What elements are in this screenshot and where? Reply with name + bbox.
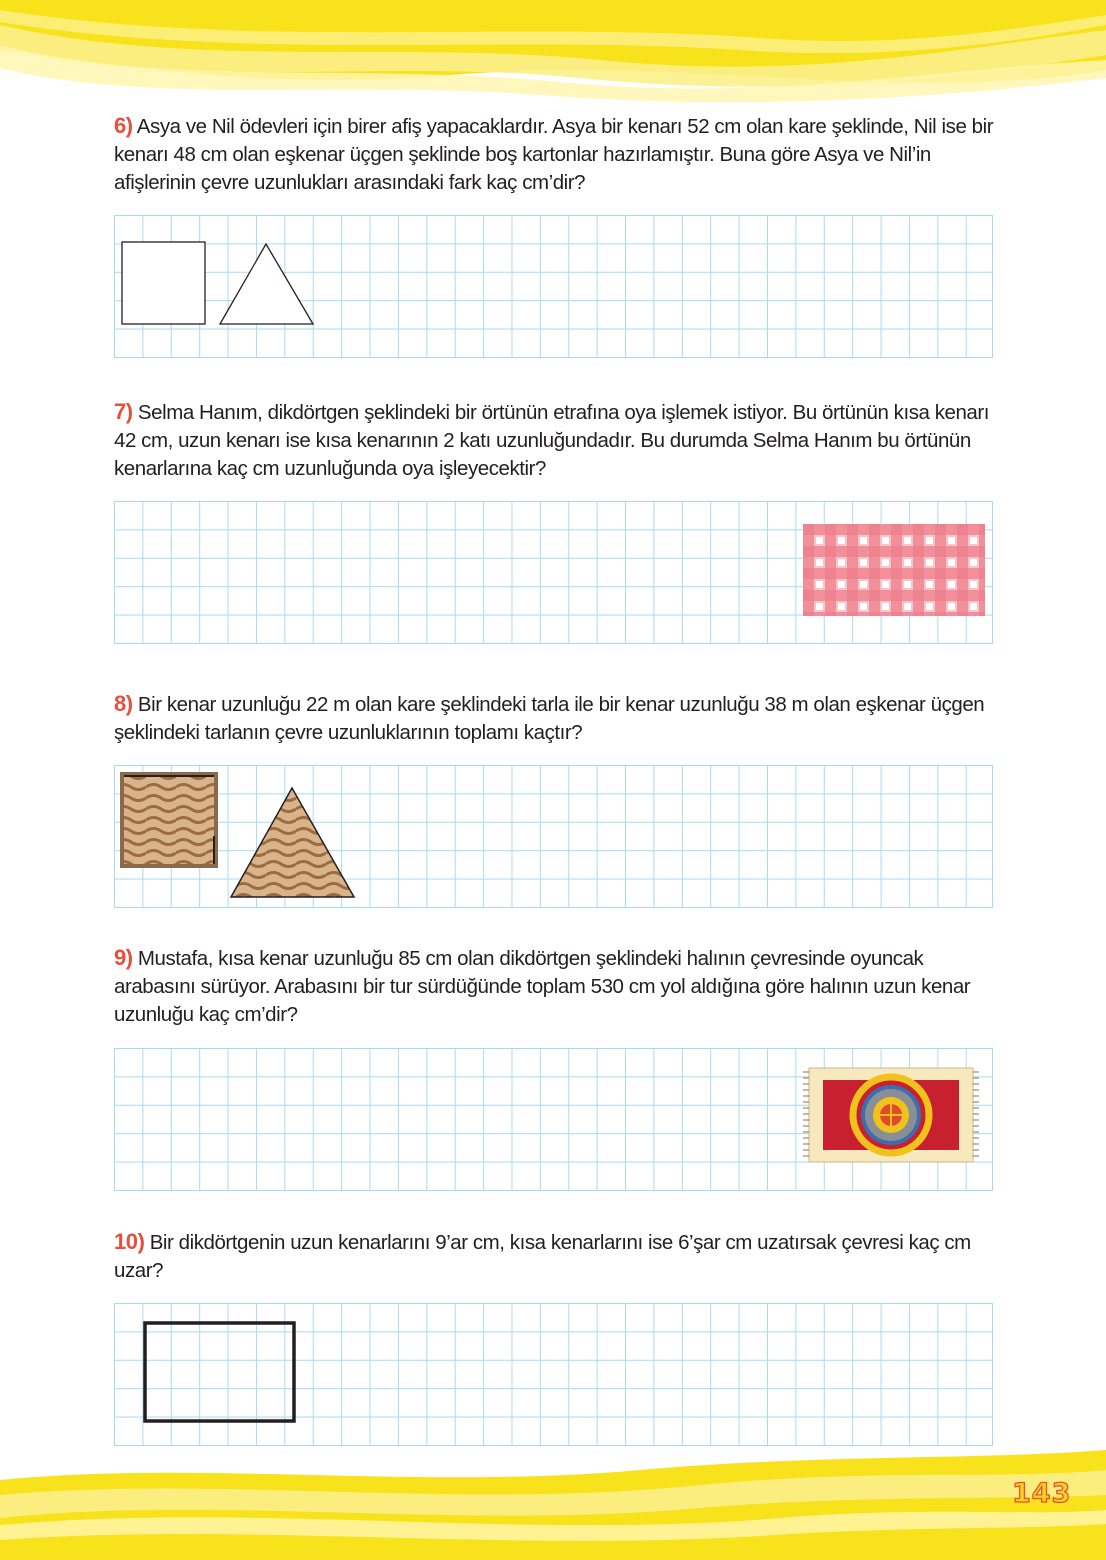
page-number: 143 — [1012, 1478, 1072, 1509]
question-7-number: 7) — [114, 399, 133, 424]
bottom-decorative-banner — [0, 1440, 1106, 1560]
checkered-tablecloth-figure — [803, 524, 985, 616]
question-10-body: Bir dikdörtgenin uzun kenarlarını 9’ar cm, kısa kenarlarını ise 6’şar cm uzatırsak çevresi kaç cm uzar? — [114, 1231, 971, 1282]
question-6-number: 6) — [114, 113, 133, 138]
question-8-body: Bir kenar uzunluğu 22 m olan kare şeklindeki tarla ile bir kenar uzunluğu 38 m olan eşkenar üçgen şeklindeki tarlanın çevre uzunluklarının toplamı kaçtır? — [114, 693, 985, 744]
square-outline — [122, 242, 205, 324]
question-6 — [114, 112, 994, 197]
question-6-text — [114, 112, 994, 197]
question-9 — [114, 944, 994, 1029]
square-and-triangle-outline-figure — [118, 238, 318, 330]
question-9-body: Mustafa, kısa kenar uzunluğu 85 cm olan dikdörtgen şeklindeki halının çevresinde oyuncak arabasını sürüyor. Arabasını bir tur sürdüğünde toplam 530 cm yol aldığına göre halının uzun kenar uzunluğu kaç cm’dir? — [114, 947, 971, 1026]
question-8 — [114, 690, 994, 747]
square-field — [120, 772, 218, 868]
triangle-field — [231, 788, 354, 897]
question-9-text — [114, 944, 994, 1029]
equilateral-triangle-outline — [220, 244, 313, 324]
checkered-tablecloth — [803, 524, 985, 616]
question-10-number: 10) — [114, 1229, 145, 1254]
question-7 — [114, 398, 994, 483]
rectangle-figure — [142, 1320, 298, 1424]
rug — [803, 1068, 979, 1162]
rug-figure — [801, 1066, 981, 1164]
fields-figure — [116, 770, 361, 900]
question-9-number: 9) — [114, 945, 133, 970]
question-10 — [114, 1228, 994, 1285]
top-decorative-banner — [0, 0, 1106, 110]
question-10-text — [114, 1228, 994, 1285]
question-8-text — [114, 690, 994, 747]
rectangle-outline — [145, 1323, 294, 1421]
question-7-body: Selma Hanım, dikdörtgen şeklindeki bir örtünün etrafına oya işlemek istiyor. Bu örtünün kısa kenarı 42 cm, uzun kenarı ise kısa kenarının 2 katı uzunluğundadır. Bu durumda Selma Hanım bu örtünün kenarlarına kaç cm uzunluğunda oya işleyecektir? — [114, 401, 989, 480]
question-6-body: Asya ve Nil ödevleri için birer afiş yapacaklardır. Asya bir kenarı 52 cm olan kare şeklinde, Nil ise bir kenarı 48 cm olan eşkenar üçgen şeklinde boş kartonlar hazırlamıştır. Buna göre Asya ve Nil’in afişlerinin çevre uzunlukları arasındaki fark kaç cm’dir? — [114, 115, 994, 194]
question-7-text — [114, 398, 994, 483]
question-8-number: 8) — [114, 691, 133, 716]
